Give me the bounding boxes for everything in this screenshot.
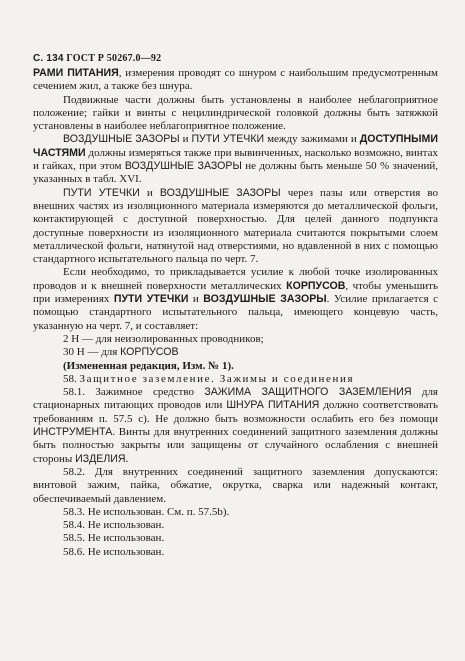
text-run: ДОСТУПНЫМИ ЧАСТЯМИ xyxy=(33,133,438,159)
text-run: Если необходимо, то прикладывается усилие к любой точке изолированных проводов и к внешней поверхности металлических xyxy=(33,266,438,292)
paragraph-p5 xyxy=(33,266,438,332)
text-run: 58.4. Не использован. xyxy=(63,519,165,532)
text-run: ПУТИ УТЕЧКИ xyxy=(63,186,140,199)
paragraph-p2 xyxy=(33,94,438,134)
text-run: Защитное заземление. Зажимы и соединения xyxy=(79,372,355,385)
text-run: ПУТИ УТЕЧКИ xyxy=(191,133,265,146)
text-run: , измерения проводят со шнуром с наибольшим предусмотренным сечением жил, а также без шнура. xyxy=(33,67,438,93)
text-run: и xyxy=(179,133,192,146)
paragraph-p4 xyxy=(33,187,438,267)
text-run: ЗАЖИМА ЗАЩИТНОГО ЗАЗЕМЛЕНИЯ xyxy=(204,386,412,399)
page-label: С. 134 xyxy=(33,53,64,64)
paragraph-p1 xyxy=(33,67,438,94)
text-run: ШНУРА ПИТАНИЯ xyxy=(226,399,320,412)
paragraph-p3 xyxy=(33,133,438,186)
text-run: ИЗДЕЛИЯ xyxy=(75,452,126,465)
text-run: для стационарных питающих проводов или xyxy=(33,386,438,412)
text-run: КОРПУСОВ xyxy=(286,279,346,292)
paragraph-p6 xyxy=(33,333,438,346)
text-run: ПУТИ УТЕЧКИ xyxy=(113,293,189,306)
paragraph-p11 xyxy=(33,466,438,506)
text-run: и xyxy=(188,293,204,306)
paragraph-p12 xyxy=(33,506,438,519)
paragraph-p14 xyxy=(33,532,438,545)
text-run: должны измеряться также при вывинченных, насколько возможно, винтах и гайках, при этом xyxy=(33,146,438,173)
paragraph-p8 xyxy=(33,360,438,373)
text-run: через пазы или отверстия во внешних частях из изоляционного материала измеряются до металлической фольги, контактирующей с доступной поверхностью. Для целей данного подпункта доступные поверхности из изоляционного материала считаются покрытыми слоем металлической фольги, натянутой над отверстиями, но вдавленной в них с помощью стандартного испытательного пальца по черт. 7. xyxy=(33,186,438,266)
text-run: ВОЗДУШНЫЕ ЗАЗОРЫ xyxy=(63,133,180,146)
text-run: 58. xyxy=(63,372,80,385)
text-run: между зажимами и xyxy=(264,133,360,146)
text-run: . Винты для внутренних соединений защитного заземления должны быть полностью закрыты или защищены от случайного ослабления с внешней стороны xyxy=(33,426,438,465)
document-body xyxy=(33,67,438,559)
text-run: . xyxy=(125,452,129,465)
text-run: . Усилие прилагается с помощью стандартного испытательного пальца, имеющего концевую часть, указанную на черт. 7, и составляет: xyxy=(33,293,438,332)
paragraph-p13 xyxy=(33,519,438,532)
text-run: , чтобы уменьшить при измерениях xyxy=(33,279,438,306)
page-header xyxy=(33,53,161,64)
paragraph-p15 xyxy=(33,546,438,559)
text-run: 2 Н — для неизолированных проводников; xyxy=(63,332,264,345)
text-run: ВОЗДУШНЫЕ ЗАЗОРЫ xyxy=(203,293,327,306)
paragraph-p10 xyxy=(33,386,438,466)
text-run: РАМИ ПИТАНИЯ xyxy=(33,67,119,79)
text-run: не должны быть меньше 50 % значений, указанных в табл. XVI. xyxy=(33,160,438,186)
text-run: КОРПУСОВ xyxy=(120,346,179,359)
text-run: ВОЗДУШНЫЕ ЗАЗОРЫ xyxy=(124,160,242,173)
text-run: 58.6. Не использован. xyxy=(63,545,165,558)
text-run: 58.3. Не использован. См. п. 57.5b). xyxy=(63,505,230,518)
text-run: должно соответствовать требованиям п. 57.5 с). Не должно быть возможности ослабить его без помощи xyxy=(33,399,438,425)
text-run: Подвижные части должны быть установлены в наиболее неблагоприятное положение; гайки и винты с нецилиндрической головкой должны быть затяжкой установлены в наиболее неблагоприятное положение. xyxy=(33,93,438,133)
paragraph-p7 xyxy=(33,346,438,359)
text-run: ИНСТРУМЕНТА xyxy=(33,426,113,439)
text-run: (Измененная редакция, Изм. № 1). xyxy=(63,359,234,372)
paragraph-p9 xyxy=(33,373,438,386)
standard-code: ГОСТ Р 50267.0—92 xyxy=(66,53,162,64)
text-run: 58.2. Для внутренних соединений защитного заземления допускаются: винтовой зажим, пайка, обжатие, окрутка, сварка или надежный контакт, обеспечиваемый давлением. xyxy=(33,465,438,505)
text-run: и xyxy=(139,186,160,199)
text-run: 30 Н — для xyxy=(63,346,121,359)
text-run: 58.5. Не использован. xyxy=(63,532,165,545)
text-run: 58.1. Зажимное средство xyxy=(63,386,205,399)
text-run: ВОЗДУШНЫЕ ЗАЗОРЫ xyxy=(159,186,281,199)
